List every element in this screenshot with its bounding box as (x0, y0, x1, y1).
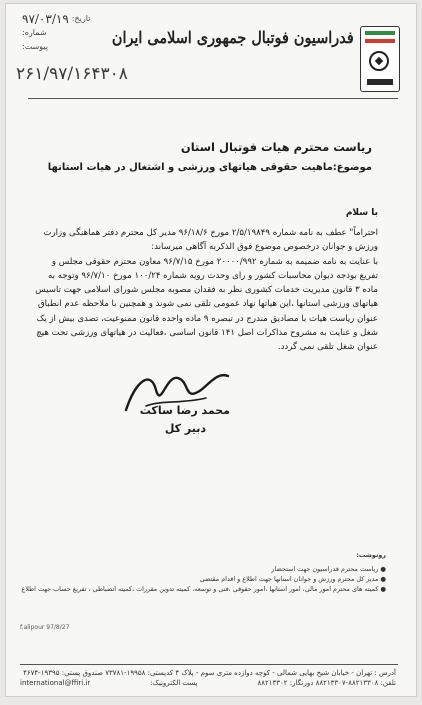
date-label: تاریخ: (71, 14, 91, 23)
typist-initials: f.alipour 97/8/27 (20, 624, 70, 631)
footer-phones: تلفن: ۸۸۲۱۳۳۰۸-۸۸۲۱۳۳۰۷ دورنگار: ۸۸۲۱۳۳۰۲ (257, 679, 396, 687)
number-label: شماره: (22, 28, 47, 37)
cc-item-text: ریاست محترم فدراسیون جهت استحضار (271, 565, 379, 573)
date-value: ۹۷/۰۳/۱۹ (22, 12, 69, 26)
cc-item: ● مدیر کل محترم ورزش و جوانان استانها جهت اطلاع و اقدام مقتضی (199, 575, 386, 583)
attachment-label: پیوست: (22, 42, 49, 51)
cc-list (21, 550, 386, 594)
signer-name: محمد رضا ساکت (139, 404, 230, 417)
organization-name: فدراسیون فوتبال جمهوری اسلامی ایران (112, 28, 354, 47)
signer-title: دبیر کل (164, 422, 206, 435)
flag-icon (365, 31, 395, 43)
footer-email-label: پست الکترونیک: (150, 679, 198, 687)
paragraph: احتراماً" عطف به نامه شماره ۲/۵/۱۹۸۴۹ مورخ ۹۶/۱۸/۶ مدیر کل محترم دفتر هماهنگی وزارت ورزش و جوانان درخصوص موضوع فوق الذکربه آگاهی میرساند: (43, 228, 378, 253)
footer-divider (20, 664, 398, 665)
footer-contact-row (20, 678, 396, 688)
letter-page (5, 3, 417, 697)
subject: موضوع:ماهیت حقوقی هیاتهای ورزشی و اشتغال در هیات استانها (47, 162, 372, 173)
recipient: ریاست محترم هیات فوتبال استان (180, 140, 372, 154)
logo-base (367, 79, 393, 85)
federation-logo (360, 26, 400, 92)
cc-heading: رونوشت: (356, 551, 386, 559)
header-divider (28, 98, 398, 99)
paragraph: با عنایت به نامه ضمیمه به شماره ۲۰۰۰۰/۹۹۲ مورخ ۹۶/۷/۱۵ معاون محترم حقوقی مجلس و تفریغ بودجه دیوان محاسبات کشور و رای وحدت رویه شماره ۱۰۰/۲۴ مورخ ۹۶/۷/۱۰ وتوجه به ماده ۳ قانون مدیریت خدمات کشوری نظر به فقدان مصوبه مجلس شورای اسلامی جهت تاسیس هیاتهای ورزشی استانها ،این هیاتها نهاد عمومی تلقی نمی شوند و همچنین با ملاحظه عدم انطباق عنوان ریاست هیات با مصادیق مندرج در تبصره ۹ ماده واحده قانون ممنوعیت، تصدی بیش از یک شغل و عنایت به مشروح مذاکرات اصل ۱۴۱ قانون اساسی ،فعالیت در هیاتهای ورزشی تحت هیچ عنوان شغل تلقی نمی گردد. (35, 256, 378, 353)
footer-address: آدرس : تهران - خیابان شیخ بهایی شمالی - کوچه دوازده متری سوم - پلاک ۴ کدپستی: ۱۹۹۵۸-۷۳۷۸۱ صندوق پستی: ۱۹۳۹۵-۴۶۷۴ (23, 669, 396, 677)
greeting: با سلام (345, 208, 378, 218)
cc-item: ● ریاست محترم فدراسیون جهت استحضار (271, 565, 386, 573)
cc-item: ● کمیته های محترم امور مالی، امور استانها ،امور حقوقی ،فنی و توسعه، کمیته تدوین مقررات ،کمیته انضباطی ، تفریغ حساب جهت اطلاع (21, 585, 386, 593)
footer (20, 668, 396, 688)
football-icon (369, 51, 389, 71)
letter-meta (22, 12, 90, 54)
cc-item-text: مدیر کل محترم ورزش و جوانان استانها جهت اطلاع و اقدام مقتضی (199, 575, 379, 583)
cc-item-text: کمیته های محترم امور مالی، امور استانها ،امور حقوقی ،فنی و توسعه، کمیته تدوین مقررات ،کمیته انضباطی ، تفریغ حساب جهت اطلاع (21, 585, 379, 593)
letter-body (32, 226, 378, 355)
document-number: ۲۶۱/۹۷/۱۶۴۳۰۸ (16, 64, 128, 84)
footer-email[interactable]: international@ffiri.ir (20, 679, 91, 687)
